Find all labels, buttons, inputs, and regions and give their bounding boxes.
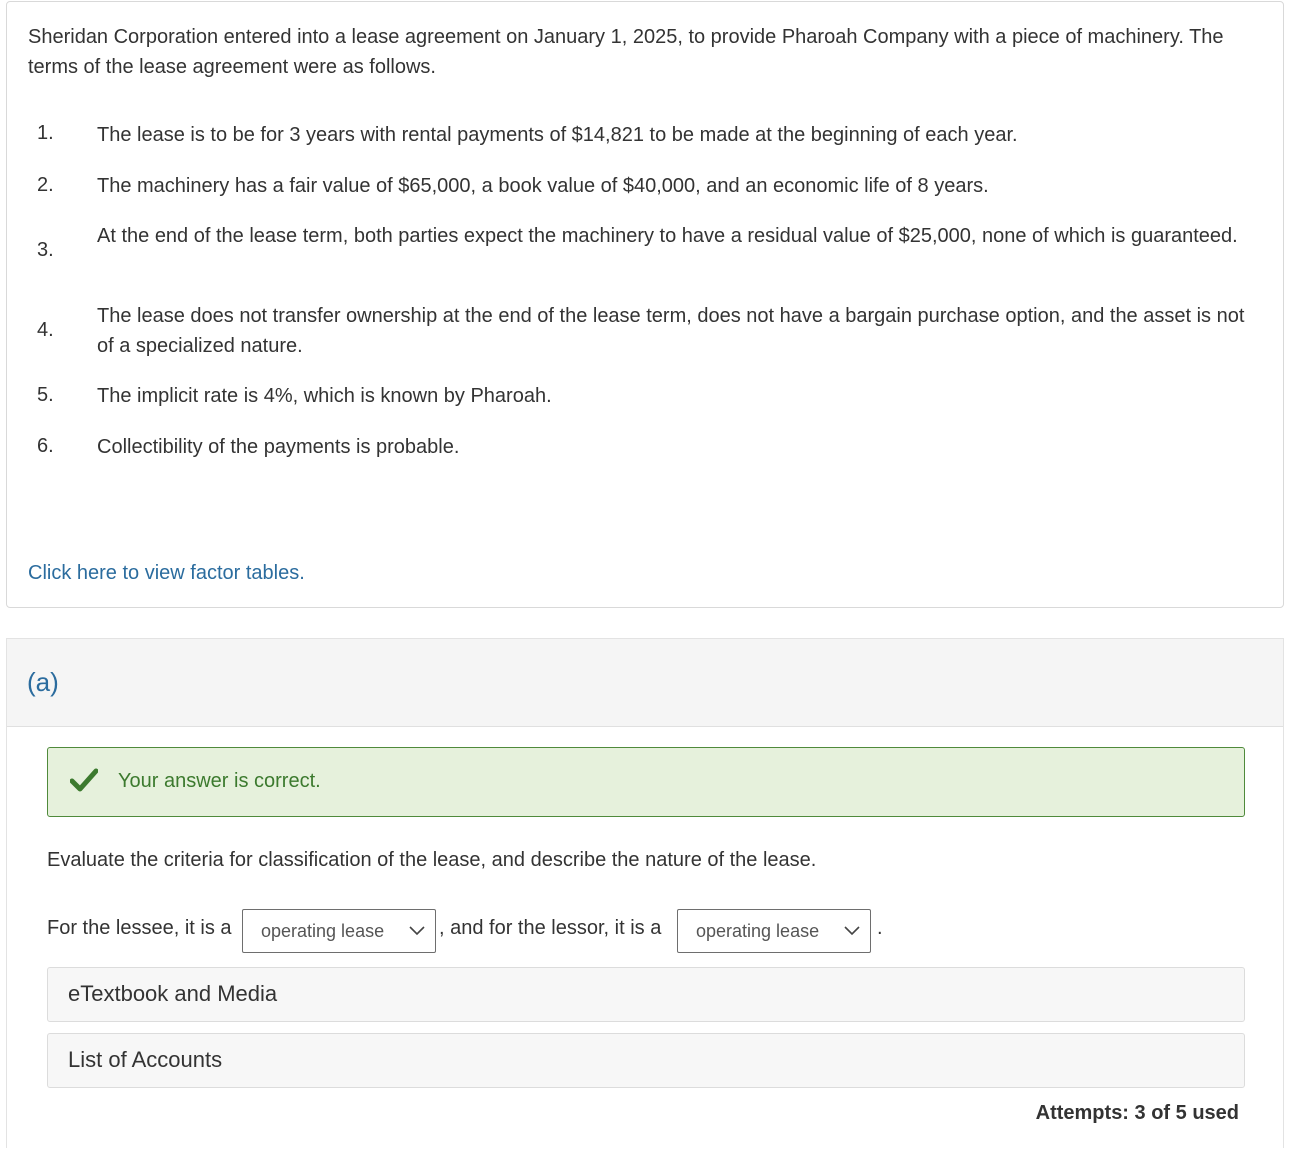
term-text: The machinery has a fair value of $65,000, a book value of $40,000, and an economic life of 8 years.	[97, 175, 989, 197]
part-a-section	[6, 638, 1284, 1148]
checkmark-icon	[70, 768, 98, 792]
part-a-header	[7, 639, 1283, 727]
etextbook-media-label: eTextbook and Media	[68, 981, 278, 1006]
list-of-accounts-label: List of Accounts	[68, 1047, 223, 1072]
term-number: 3.	[37, 239, 54, 261]
correct-feedback-banner	[47, 747, 1245, 817]
chevron-down-icon	[844, 926, 860, 936]
problem-card	[6, 1, 1284, 608]
term-text: The lease does not transfer ownership at the end of the lease term, does not have a bargain purchase option, and the asset is not of a specialized nature.	[97, 305, 1245, 357]
term-number: 5.	[37, 384, 54, 406]
lessee-classification-select[interactable]	[242, 909, 436, 953]
attempts-counter: Attempts: 3 of 5 used	[1035, 1102, 1239, 1124]
term-number: 2.	[37, 174, 54, 196]
term-text: The lease is to be for 3 years with rental payments of $14,821 to be made at the beginning of each year.	[97, 124, 1018, 146]
lessee-selected-value: operating lease	[261, 921, 385, 941]
answer-row	[47, 909, 1047, 953]
factor-tables-link[interactable]: Click here to view factor tables.	[28, 562, 305, 584]
list-of-accounts-panel[interactable]	[47, 1033, 1245, 1088]
term-number: 1.	[37, 122, 54, 144]
chevron-down-icon	[409, 926, 425, 936]
lessor-classification-select[interactable]	[677, 909, 871, 953]
term-number: 6.	[37, 435, 54, 457]
lessor-prefix: , and for the lessor, it is a	[439, 917, 662, 939]
term-text: At the end of the lease term, both parties expect the machinery to have a residual value of $25,000, none of which is guaranteed.	[97, 225, 1238, 247]
etextbook-media-panel[interactable]	[47, 967, 1245, 1022]
feedback-text: Your answer is correct.	[118, 770, 321, 792]
problem-intro: Sheridan Corporation entered into a lease agreement on January 1, 2025, to provide Pharoah Company with a piece of machinery. The terms of the lease agreement were as follows.	[28, 26, 1224, 78]
sentence-period: .	[877, 917, 883, 939]
part-label: (a)	[27, 667, 59, 697]
part-a-body	[7, 727, 1283, 1149]
question-text: Evaluate the criteria for classification of the lease, and describe the nature of the lease.	[47, 849, 817, 871]
lessee-prefix: For the lessee, it is a	[47, 917, 232, 939]
term-text: The implicit rate is 4%, which is known by Pharoah.	[97, 385, 552, 407]
lessor-selected-value: operating lease	[696, 921, 820, 941]
term-number: 4.	[37, 319, 54, 341]
term-text: Collectibility of the payments is probable.	[97, 436, 460, 458]
